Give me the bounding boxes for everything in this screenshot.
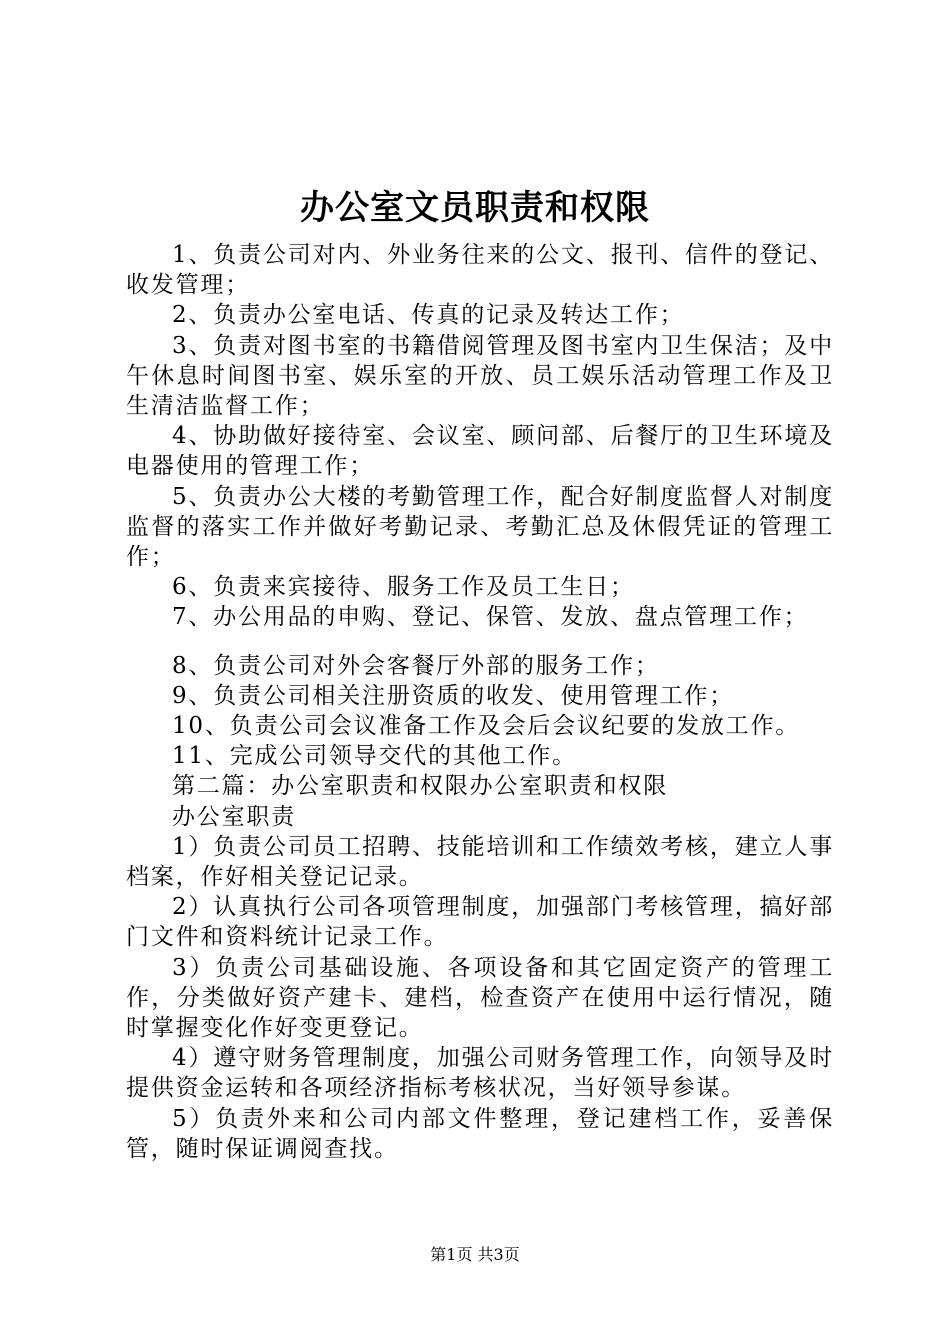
document-title: 办公室文员职责和权限 bbox=[300, 188, 650, 228]
paragraph: 2、负责办公室电话、传真的记录及转达工作； bbox=[172, 302, 685, 329]
section-heading: 第二篇：办公室职责和权限办公室职责和权限 bbox=[172, 773, 668, 800]
document-body bbox=[126, 240, 834, 1164]
subsection-heading: 办公室职责 bbox=[172, 803, 296, 830]
paragraph: 4、协助做好接待室、会议室、顾问部、后餐厅的卫生环境及电器使用的管理工作； bbox=[126, 423, 834, 480]
paragraph: 3）负责公司基础设施、各项设备和其它固定资产的管理工作，分类做好资产建卡、建档，检查资产在使用中运行情况，随时掌握变化作好变更登记。 bbox=[126, 954, 834, 1042]
paragraph: 5）负责外来和公司内部文件整理，登记建档工作，妥善保管，随时保证调阅查找。 bbox=[126, 1105, 834, 1162]
paragraph: 3、负责对图书室的书籍借阅管理及图书室内卫生保洁；及中午休息时间图书室、娱乐室的开放、员工娱乐活动管理工作及卫生清洁监督工作； bbox=[126, 332, 834, 420]
paragraph: 2）认真执行公司各项管理制度，加强部门考核管理，搞好部门文件和资料统计记录工作。 bbox=[126, 894, 834, 951]
paragraph: 9、负责公司相关注册资质的收发、使用管理工作； bbox=[172, 682, 735, 709]
paragraph: 11、完成公司领导交代的其他工作。 bbox=[172, 743, 577, 770]
paragraph: 1、负责公司对内、外业务往来的公文、报刊、信件的登记、收发管理； bbox=[126, 242, 834, 299]
paragraph: 8、负责公司对外会客餐厅外部的服务工作； bbox=[172, 652, 660, 679]
paragraph: 10、负责公司会议准备工作及会后会议纪要的发放工作。 bbox=[172, 713, 801, 740]
paragraph: 4）遵守财务管理制度，加强公司财务管理工作，向领导及时提供资金运转和各项经济指标考核状况，当好领导参谋。 bbox=[126, 1045, 834, 1102]
paragraph: 7、办公用品的申购、登记、保管、发放、盘点管理工作； bbox=[172, 604, 809, 631]
paragraph: 6、负责来宾接待、服务工作及员工生日； bbox=[172, 574, 635, 601]
page-footer: 第1页 共3页 bbox=[430, 1245, 520, 1264]
paragraph: 5、负责办公大楼的考勤管理工作，配合好制度监督人对制度监督的落实工作并做好考勤记录、考勤汇总及休假凭证的管理工作； bbox=[126, 483, 834, 571]
paragraph: 1）负责公司员工招聘、技能培训和工作绩效考核，建立人事档案，作好相关登记记录。 bbox=[126, 833, 834, 891]
